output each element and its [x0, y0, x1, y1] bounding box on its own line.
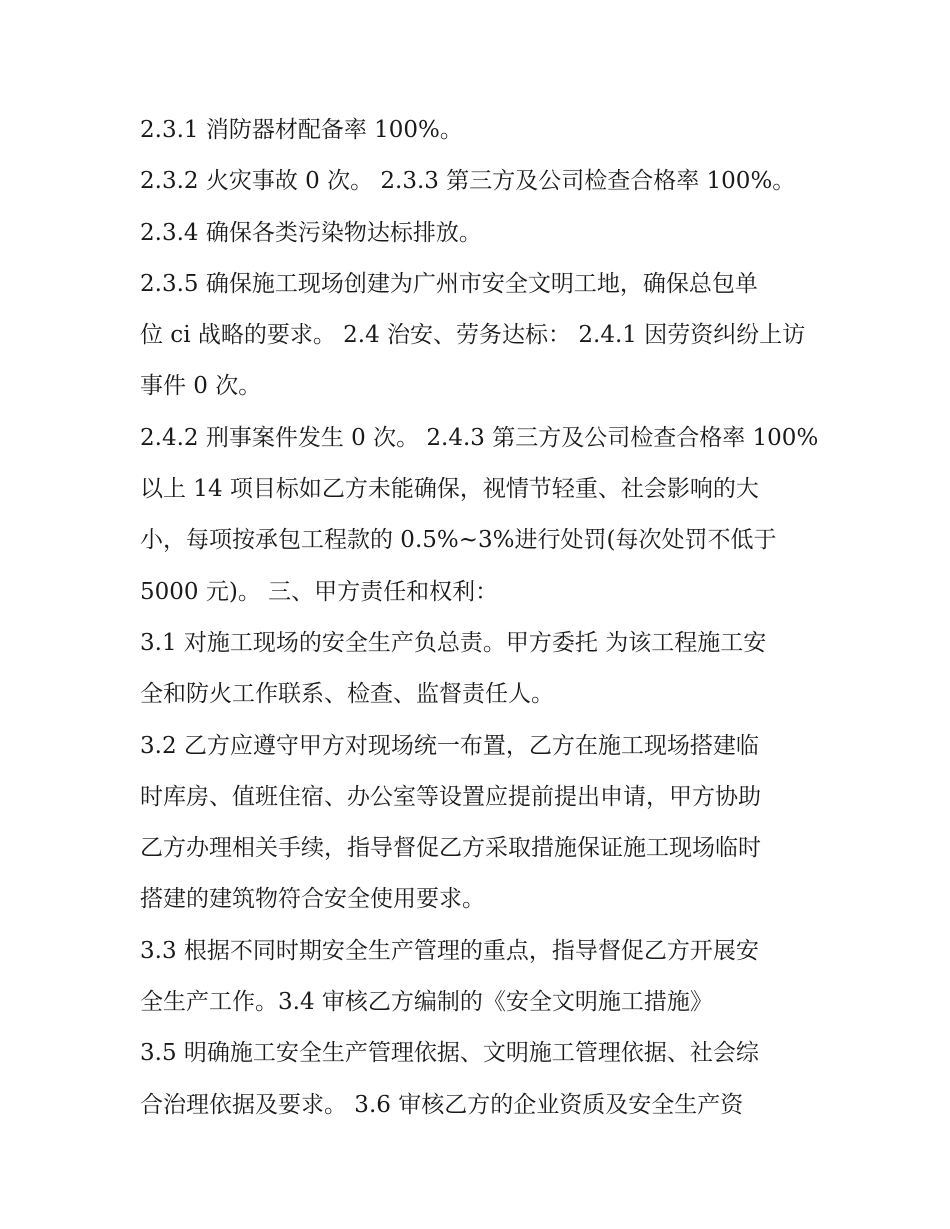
text-line: 3.2 乙方应遵守甲方对现场统一布置，乙方在施工现场搭建临	[140, 732, 759, 759]
text-line: 3.1 对施工现场的安全生产负总责。甲方委托 为该工程施工安	[140, 629, 767, 656]
text-line: 全和防火工作联系、检查、监督责任人。	[140, 681, 554, 708]
text-line: 2.3.2 火灾事故 0 次。 2.3.3 第三方及公司检查合格率 100%。	[140, 168, 796, 195]
text-line: 合治理依据及要求。 3.6 审核乙方的企业资质及安全生产资	[140, 1091, 744, 1118]
text-line: 3.5 明确施工安全生产管理依据、文明施工管理依据、社会综	[140, 1040, 759, 1067]
text-line: 时库房、值班住宿、办公室等设置应提前提出申请，甲方协助	[140, 783, 761, 810]
text-line: 事件 0 次。	[140, 373, 262, 400]
text-line: 2.4.2 刑事案件发生 0 次。 2.4.3 第三方及公司检查合格率 100%	[140, 424, 819, 451]
text-line: 2.3.4 确保各类污染物达标排放。	[140, 219, 482, 246]
text-line: 以上 14 项目标如乙方未能确保，视情节轻重、社会影响的大	[140, 476, 759, 503]
text-line: 2.3.5 确保施工现场创建为广州市安全文明工地，确保总包单	[140, 270, 758, 297]
text-line: 搭建的建筑物符合安全使用要求。	[140, 886, 485, 913]
document-body	[140, 112, 820, 1138]
text-line: 位 ci 战略的要求。 2.4 治安、劳务达标： 2.4.1 因劳资纠纷上访	[140, 322, 806, 349]
text-line: 小，每项按承包工程款的 0.5%~3%进行处罚(每次处罚不低于	[140, 527, 777, 554]
text-line: 5000 元)。 三、甲方责任和权利：	[140, 578, 499, 605]
text-line: 全生产工作。3.4 审核乙方编制的《安全文明施工措施》	[140, 989, 713, 1016]
text-line: 3.3 根据不同时期安全生产管理的重点，指导督促乙方开展安	[140, 937, 759, 964]
text-line: 乙方办理相关手续，指导督促乙方采取措施保证施工现场临时	[140, 835, 761, 862]
text-line: 2.3.1 消防器材配备率 100%。	[140, 117, 463, 143]
